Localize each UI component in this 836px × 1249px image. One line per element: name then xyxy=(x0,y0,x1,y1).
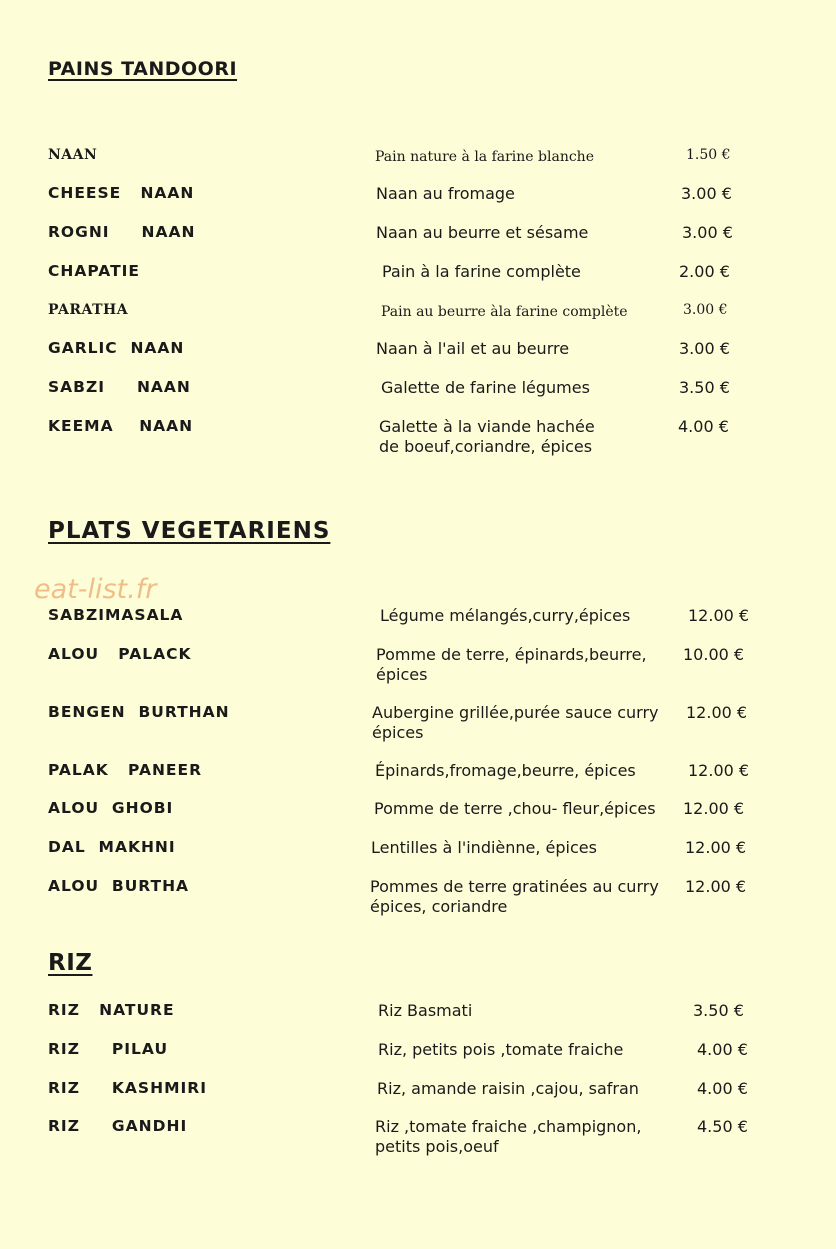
item-description: Naan à l'ail et au beurre xyxy=(376,339,570,358)
item-name: CHEESE NAAN xyxy=(48,184,195,202)
item-price: 3.00 € xyxy=(683,302,728,318)
section-title-riz: RIZ xyxy=(48,950,93,976)
item-price: 12.00 € xyxy=(686,703,748,722)
item-price: 12.00 € xyxy=(685,838,747,857)
item-price: 3.50 € xyxy=(679,378,730,397)
watermark: eat-list.fr xyxy=(34,574,157,605)
item-description: Galette de farine légumes xyxy=(381,378,590,397)
item-description: Riz, petits pois ,tomate fraiche xyxy=(378,1040,624,1059)
item-name: RIZ PILAU xyxy=(48,1040,169,1058)
section-title-pains-tandoori: PAINS TANDOORI xyxy=(48,58,238,80)
item-name: DAL MAKHNI xyxy=(48,838,176,856)
item-price: 12.00 € xyxy=(685,877,747,896)
item-description: Légume mélangés,curry,épices xyxy=(380,606,631,625)
item-price: 1.50 € xyxy=(686,147,731,163)
item-price: 3.50 € xyxy=(693,1001,744,1020)
item-name: SABZI NAAN xyxy=(48,378,191,396)
item-name: RIZ NATURE xyxy=(48,1001,175,1019)
item-price: 4.00 € xyxy=(697,1079,748,1098)
item-name: KEEMA NAAN xyxy=(48,417,194,435)
item-name: ALOU BURTHA xyxy=(48,877,190,895)
item-name: RIZ KASHMIRI xyxy=(48,1079,207,1097)
item-description: Épinards,fromage,beurre, épices xyxy=(375,761,636,780)
item-description: Pomme de terre ,chou- fleur,épices xyxy=(374,799,656,818)
item-description: Riz Basmati xyxy=(378,1001,473,1020)
item-name: RIZ GANDHI xyxy=(48,1117,188,1135)
section-title-plats-vegetariens: PLATS VEGETARIENS xyxy=(48,518,331,544)
menu-item xyxy=(0,645,836,691)
item-description: Aubergine grillée,purée sauce curry épices xyxy=(372,703,659,742)
item-name: PARATHA xyxy=(48,302,129,318)
item-name: CHAPATIE xyxy=(48,262,141,280)
item-price: 3.00 € xyxy=(681,184,732,203)
menu-item xyxy=(0,703,836,749)
item-price: 2.00 € xyxy=(679,262,730,281)
item-price: 3.00 € xyxy=(682,223,733,242)
item-description: Galette à la viande hachée de boeuf,coriandre, épices xyxy=(379,417,595,456)
menu-item xyxy=(0,877,836,923)
item-description: Riz ,tomate fraiche ,champignon, petits pois,oeuf xyxy=(375,1117,642,1156)
item-name: ROGNI NAAN xyxy=(48,223,196,241)
item-name: ALOU PALACK xyxy=(48,645,192,663)
item-price: 3.00 € xyxy=(679,339,730,358)
item-price: 4.00 € xyxy=(697,1040,748,1059)
item-description: Pain au beurre àla farine complète xyxy=(381,304,628,320)
item-name: NAAN xyxy=(48,147,98,163)
item-description: Naan au beurre et sésame xyxy=(376,223,589,242)
item-description: Riz, amande raisin ,cajou, safran xyxy=(377,1079,639,1098)
item-name: PALAK PANEER xyxy=(48,761,203,779)
item-price: 4.00 € xyxy=(678,417,729,436)
item-name: GARLIC NAAN xyxy=(48,339,185,357)
menu-item xyxy=(0,417,836,463)
item-price: 12.00 € xyxy=(688,606,750,625)
item-price: 12.00 € xyxy=(688,761,750,780)
item-name: ALOU GHOBI xyxy=(48,799,174,817)
item-price: 10.00 € xyxy=(683,645,745,664)
item-description: Pommes de terre gratinées au curry épices, coriandre xyxy=(370,877,659,916)
menu-item xyxy=(0,1117,836,1163)
item-price: 12.00 € xyxy=(683,799,745,818)
item-name: SABZIMASALA xyxy=(48,606,184,624)
item-description: Naan au fromage xyxy=(376,184,515,203)
item-description: Lentilles à l'indiènne, épices xyxy=(371,838,597,857)
item-price: 4.50 € xyxy=(697,1117,748,1136)
item-name: BENGEN BURTHAN xyxy=(48,703,230,721)
item-description: Pain à la farine complète xyxy=(382,262,581,281)
item-description: Pain nature à la farine blanche xyxy=(375,149,594,165)
item-description: Pomme de terre, épinards,beurre, épices xyxy=(376,645,647,684)
